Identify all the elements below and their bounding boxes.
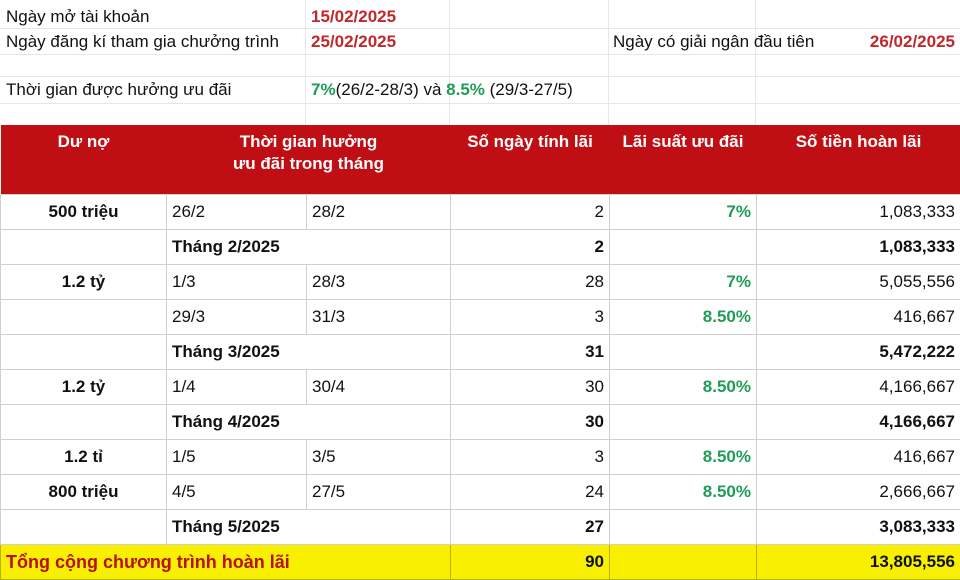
rate-2: 8.5% [446, 80, 485, 99]
total-row [1, 545, 960, 580]
days-cell: 30 [451, 405, 610, 440]
register-date-label: Ngày đăng kí tham gia chưởng trình [6, 32, 279, 52]
days-cell: 3 [451, 300, 610, 335]
interest-table [0, 125, 960, 580]
total-label: Tổng cộng chương trình hoàn lãi [1, 545, 451, 580]
du-no-cell: 1.2 tỷ [1, 265, 167, 300]
to-cell: 27/5 [307, 475, 451, 510]
table-row [1, 300, 960, 335]
open-date-label: Ngày mở tài khoản [6, 7, 149, 27]
subtotal-label: Tháng 5/2025 [167, 510, 451, 545]
to-cell: 30/4 [307, 370, 451, 405]
amount-cell: 2,666,667 [757, 475, 960, 510]
header-so-tien: Số tiền hoàn lãi [757, 125, 960, 195]
to-cell: 3/5 [307, 440, 451, 475]
to-cell: 28/3 [307, 265, 451, 300]
days-cell: 31 [451, 335, 610, 370]
rate-cell: 8.50% [610, 300, 757, 335]
subtotal-row [1, 335, 960, 370]
du-no-cell [1, 300, 167, 335]
rate-cell: 7% [610, 195, 757, 230]
days-cell: 28 [451, 265, 610, 300]
from-cell: 1/5 [167, 440, 307, 475]
rate-cell: 8.50% [610, 475, 757, 510]
empty-cell [1, 510, 167, 545]
total-amount: 13,805,556 [757, 545, 960, 580]
days-cell: 2 [451, 195, 610, 230]
from-cell: 4/5 [167, 475, 307, 510]
empty-cell [610, 335, 757, 370]
period-detail [311, 80, 573, 100]
amount-cell: 5,055,556 [757, 265, 960, 300]
table-row [1, 195, 960, 230]
days-cell: 30 [451, 370, 610, 405]
amount-cell: 1,083,333 [757, 230, 960, 265]
disburse-date-value: 26/02/2025 [870, 32, 955, 52]
to-cell: 28/2 [307, 195, 451, 230]
du-no-cell: 1.2 tỷ [1, 370, 167, 405]
to-cell: 31/3 [307, 300, 451, 335]
empty-cell [610, 405, 757, 440]
empty-cell [1, 405, 167, 440]
period-label: Thời gian được hưởng ưu đãi [6, 80, 231, 100]
header-thoi-gian [167, 125, 451, 195]
rate-cell: 7% [610, 265, 757, 300]
amount-cell: 4,166,667 [757, 405, 960, 440]
rate-1: 7% [311, 80, 336, 99]
open-date-value: 15/02/2025 [311, 7, 396, 27]
amount-cell: 416,667 [757, 440, 960, 475]
amount-cell: 3,083,333 [757, 510, 960, 545]
table-row [1, 370, 960, 405]
from-cell: 1/3 [167, 265, 307, 300]
subtotal-label: Tháng 4/2025 [167, 405, 451, 440]
amount-cell: 5,472,222 [757, 335, 960, 370]
subtotal-label: Tháng 3/2025 [167, 335, 451, 370]
header-thoi-gian-line2: ưu đãi trong tháng [233, 154, 384, 173]
header-thoi-gian-line1: Thời gian hưởng [240, 132, 378, 151]
days-cell: 27 [451, 510, 610, 545]
rate-1-period: (26/2-28/3) và [336, 80, 447, 99]
info-area [0, 0, 960, 125]
table-row [1, 265, 960, 300]
days-cell: 3 [451, 440, 610, 475]
header-so-ngay: Số ngày tính lãi [451, 125, 610, 195]
header-du-no: Dư nợ [1, 125, 167, 195]
amount-cell: 416,667 [757, 300, 960, 335]
header-lai-suat: Lãi suất ưu đãi [610, 125, 757, 195]
rate-2-period: (29/3-27/5) [485, 80, 573, 99]
subtotal-row [1, 510, 960, 545]
register-date-value: 25/02/2025 [311, 32, 396, 52]
empty-cell [1, 230, 167, 265]
days-cell: 2 [451, 230, 610, 265]
from-cell: 29/3 [167, 300, 307, 335]
amount-cell: 4,166,667 [757, 370, 960, 405]
rate-cell: 8.50% [610, 370, 757, 405]
disburse-date-label: Ngày có giải ngân đầu tiên [613, 32, 814, 52]
total-days: 90 [451, 545, 610, 580]
table-header [1, 125, 960, 195]
subtotal-row [1, 230, 960, 265]
du-no-cell: 1.2 tỉ [1, 440, 167, 475]
days-cell: 24 [451, 475, 610, 510]
amount-cell: 1,083,333 [757, 195, 960, 230]
empty-cell [610, 230, 757, 265]
subtotal-label: Tháng 2/2025 [167, 230, 451, 265]
empty-cell [610, 545, 757, 580]
subtotal-row [1, 405, 960, 440]
rate-cell: 8.50% [610, 440, 757, 475]
from-cell: 26/2 [167, 195, 307, 230]
table-row [1, 475, 960, 510]
du-no-cell: 800 triệu [1, 475, 167, 510]
du-no-cell: 500 triệu [1, 195, 167, 230]
empty-cell [1, 335, 167, 370]
empty-cell [610, 510, 757, 545]
from-cell: 1/4 [167, 370, 307, 405]
table-row [1, 440, 960, 475]
